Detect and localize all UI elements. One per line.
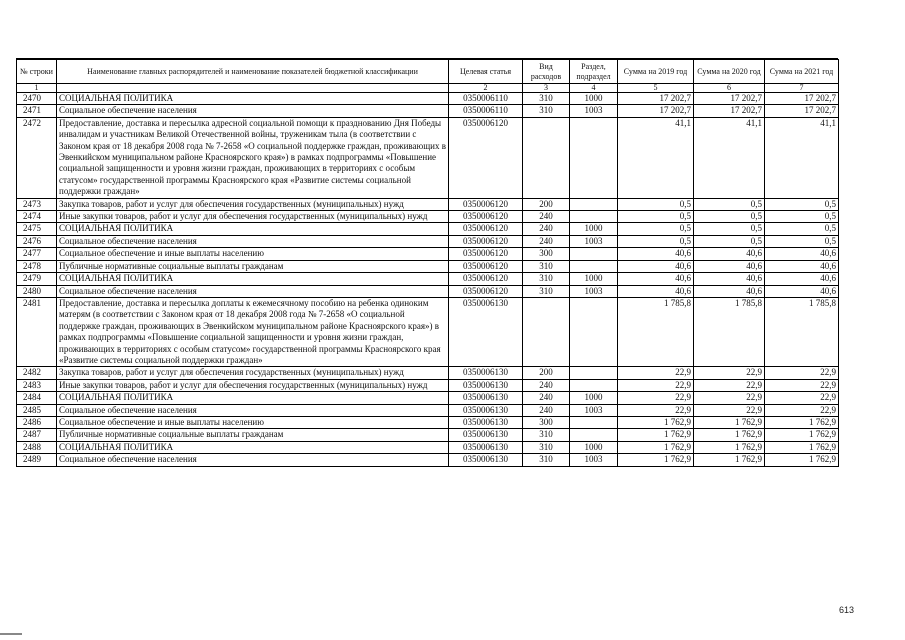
row-name: Социальное обеспечение населения	[57, 454, 449, 466]
row-sum-2020: 22,9	[694, 367, 765, 379]
table-row	[17, 379, 839, 391]
row-name: СОЦИАЛЬНАЯ ПОЛИТИКА	[57, 273, 449, 285]
row-section	[570, 379, 618, 391]
header-row	[17, 60, 839, 84]
row-section: 1003	[570, 285, 618, 297]
row-target-code: 0350006120	[449, 248, 523, 260]
table-row	[17, 223, 839, 235]
row-sum-2019: 17 202,7	[618, 105, 694, 117]
header-target: Целевая статья	[449, 60, 523, 84]
table-body	[17, 93, 839, 467]
row-target-code: 0350006110	[449, 105, 523, 117]
row-number: 2475	[17, 223, 57, 235]
row-expense-type: 310	[523, 260, 570, 272]
row-expense-type: 310	[523, 441, 570, 453]
row-target-code: 0350006130	[449, 416, 523, 428]
row-expense-type: 300	[523, 248, 570, 260]
table-row	[17, 105, 839, 117]
row-number: 2488	[17, 441, 57, 453]
table-row	[17, 441, 839, 453]
header-vr: Вид расходов	[523, 60, 570, 84]
row-name: Социальное обеспечение населения	[57, 105, 449, 117]
row-expense-type: 310	[523, 105, 570, 117]
row-sum-2020: 1 762,9	[694, 441, 765, 453]
row-number: 2482	[17, 367, 57, 379]
row-sum-2019: 22,9	[618, 392, 694, 404]
row-sum-2020: 17 202,7	[694, 93, 765, 105]
table-row	[17, 198, 839, 210]
row-name: Предоставление, доставка и пересылка доплаты к ежемесячному пособию на ребенка одиноким матерям (в соответствии с Законом края от 18 декабря 2008 года № 7-2658 «О социальной поддержке граждан, проживающих в Эвенкийском муниципальном районе Красноярского края») в рамках подпрограммы «Повышение социальной защищенности и уровня жизни граждан, проживающих в территориях с особым статусом» государственной программы Красноярского края «Развитие системы социальной поддержки граждан»	[57, 297, 449, 366]
row-number: 2476	[17, 235, 57, 247]
row-section: 1000	[570, 392, 618, 404]
row-section: 1003	[570, 404, 618, 416]
row-expense-type: 240	[523, 379, 570, 391]
colnum-cell: 3	[523, 84, 570, 93]
table-row	[17, 392, 839, 404]
row-number: 2483	[17, 379, 57, 391]
row-section: 1003	[570, 105, 618, 117]
row-number: 2486	[17, 416, 57, 428]
row-name: Закупка товаров, работ и услуг для обеспечения государственных (муниципальных) нужд	[57, 367, 449, 379]
row-expense-type: 200	[523, 198, 570, 210]
row-sum-2020: 0,5	[694, 211, 765, 223]
row-sum-2019: 1 762,9	[618, 429, 694, 441]
row-number: 2474	[17, 211, 57, 223]
row-sum-2020: 22,9	[694, 379, 765, 391]
scan-mark	[0, 633, 22, 635]
row-name: СОЦИАЛЬНАЯ ПОЛИТИКА	[57, 441, 449, 453]
table-row	[17, 248, 839, 260]
header-s2021: Сумма на 2021 год	[765, 60, 839, 84]
row-target-code: 0350006130	[449, 297, 523, 366]
page-number: 613	[838, 605, 854, 615]
row-sum-2021: 1 762,9	[765, 441, 839, 453]
row-target-code: 0350006110	[449, 93, 523, 105]
row-sum-2019: 22,9	[618, 379, 694, 391]
row-sum-2020: 0,5	[694, 235, 765, 247]
row-name: Иные закупки товаров, работ и услуг для обеспечения государственных (муниципальных) нужд	[57, 211, 449, 223]
row-sum-2019: 0,5	[618, 235, 694, 247]
row-sum-2020: 40,6	[694, 285, 765, 297]
row-number: 2470	[17, 93, 57, 105]
row-sum-2020: 22,9	[694, 392, 765, 404]
row-target-code: 0350006120	[449, 235, 523, 247]
row-sum-2020: 40,6	[694, 273, 765, 285]
row-number: 2480	[17, 285, 57, 297]
row-section: 1003	[570, 454, 618, 466]
row-section	[570, 416, 618, 428]
row-target-code: 0350006120	[449, 211, 523, 223]
row-section	[570, 198, 618, 210]
row-expense-type: 240	[523, 235, 570, 247]
colnum-cell: 1	[17, 84, 57, 93]
row-sum-2021: 1 785,8	[765, 297, 839, 366]
row-number: 2489	[17, 454, 57, 466]
row-expense-type: 310	[523, 273, 570, 285]
colnum-cell: 4	[570, 84, 618, 93]
row-expense-type: 240	[523, 223, 570, 235]
table-row	[17, 454, 839, 466]
row-expense-type	[523, 117, 570, 198]
row-name: Публичные нормативные социальные выплаты гражданам	[57, 260, 449, 272]
row-sum-2021: 17 202,7	[765, 93, 839, 105]
row-name: Социальное обеспечение населения	[57, 404, 449, 416]
row-expense-type	[523, 297, 570, 366]
row-target-code: 0350006130	[449, 392, 523, 404]
row-name: Социальное обеспечение и иные выплаты населению	[57, 416, 449, 428]
row-target-code: 0350006130	[449, 404, 523, 416]
row-section	[570, 248, 618, 260]
row-sum-2019: 41,1	[618, 117, 694, 198]
row-section: 1003	[570, 235, 618, 247]
colnum-cell: 6	[694, 84, 765, 93]
row-target-code: 0350006130	[449, 454, 523, 466]
row-number: 2472	[17, 117, 57, 198]
table-row	[17, 297, 839, 366]
row-sum-2020: 1 762,9	[694, 416, 765, 428]
row-section: 1000	[570, 441, 618, 453]
row-name: Закупка товаров, работ и услуг для обеспечения государственных (муниципальных) нужд	[57, 198, 449, 210]
row-expense-type: 240	[523, 392, 570, 404]
row-sum-2021: 40,6	[765, 248, 839, 260]
row-expense-type: 310	[523, 429, 570, 441]
row-target-code: 0350006120	[449, 273, 523, 285]
row-sum-2019: 40,6	[618, 285, 694, 297]
row-sum-2019: 1 762,9	[618, 454, 694, 466]
row-target-code: 0350006130	[449, 367, 523, 379]
row-name: СОЦИАЛЬНАЯ ПОЛИТИКА	[57, 93, 449, 105]
row-expense-type: 310	[523, 93, 570, 105]
row-name: Иные закупки товаров, работ и услуг для обеспечения государственных (муниципальных) нужд	[57, 379, 449, 391]
row-name: Социальное обеспечение и иные выплаты населению	[57, 248, 449, 260]
row-sum-2019: 1 785,8	[618, 297, 694, 366]
row-sum-2021: 22,9	[765, 379, 839, 391]
row-sum-2021: 0,5	[765, 198, 839, 210]
row-sum-2020: 41,1	[694, 117, 765, 198]
row-sum-2020: 0,5	[694, 198, 765, 210]
row-number: 2481	[17, 297, 57, 366]
row-sum-2019: 22,9	[618, 404, 694, 416]
row-section: 1000	[570, 223, 618, 235]
row-section: 1000	[570, 93, 618, 105]
row-sum-2021: 17 202,7	[765, 105, 839, 117]
row-section	[570, 367, 618, 379]
table-row	[17, 285, 839, 297]
row-target-code: 0350006120	[449, 117, 523, 198]
row-sum-2019: 40,6	[618, 273, 694, 285]
row-number: 2485	[17, 404, 57, 416]
row-sum-2020: 40,6	[694, 248, 765, 260]
row-expense-type: 240	[523, 211, 570, 223]
row-sum-2019: 0,5	[618, 198, 694, 210]
row-sum-2019: 1 762,9	[618, 441, 694, 453]
colnum-cell: 5	[618, 84, 694, 93]
column-number-row	[17, 84, 839, 93]
table-row	[17, 93, 839, 105]
colnum-cell	[57, 84, 449, 93]
row-sum-2020: 22,9	[694, 404, 765, 416]
row-sum-2019: 22,9	[618, 367, 694, 379]
table-row	[17, 367, 839, 379]
budget-table	[16, 59, 839, 467]
table-row	[17, 211, 839, 223]
row-sum-2020: 17 202,7	[694, 105, 765, 117]
row-sum-2021: 22,9	[765, 392, 839, 404]
row-sum-2021: 0,5	[765, 223, 839, 235]
row-sum-2021: 0,5	[765, 211, 839, 223]
table-row	[17, 404, 839, 416]
row-number: 2484	[17, 392, 57, 404]
row-section	[570, 297, 618, 366]
row-expense-type: 310	[523, 285, 570, 297]
row-target-code: 0350006120	[449, 285, 523, 297]
row-target-code: 0350006130	[449, 429, 523, 441]
row-target-code: 0350006120	[449, 260, 523, 272]
row-sum-2020: 1 762,9	[694, 429, 765, 441]
row-number: 2479	[17, 273, 57, 285]
row-target-code: 0350006130	[449, 441, 523, 453]
row-sum-2020: 40,6	[694, 260, 765, 272]
row-expense-type: 300	[523, 416, 570, 428]
row-section	[570, 429, 618, 441]
row-sum-2020: 0,5	[694, 223, 765, 235]
header-name: Наименование главных распорядителей и наименование показателей бюджетной классификации	[57, 60, 449, 84]
header-rz: Раздел, подраздел	[570, 60, 618, 84]
table-row	[17, 273, 839, 285]
row-sum-2021: 1 762,9	[765, 416, 839, 428]
row-name: Социальное обеспечение населения	[57, 285, 449, 297]
colnum-cell: 7	[765, 84, 839, 93]
row-name: СОЦИАЛЬНАЯ ПОЛИТИКА	[57, 223, 449, 235]
row-target-code: 0350006120	[449, 198, 523, 210]
row-sum-2020: 1 785,8	[694, 297, 765, 366]
table-row	[17, 117, 839, 198]
row-target-code: 0350006130	[449, 379, 523, 391]
table-row	[17, 416, 839, 428]
row-sum-2021: 0,5	[765, 235, 839, 247]
row-sum-2019: 40,6	[618, 260, 694, 272]
row-sum-2021: 40,6	[765, 285, 839, 297]
row-sum-2021: 40,6	[765, 260, 839, 272]
row-sum-2020: 1 762,9	[694, 454, 765, 466]
header-s2019: Сумма на 2019 год	[618, 60, 694, 84]
colnum-cell: 2	[449, 84, 523, 93]
row-expense-type: 310	[523, 454, 570, 466]
row-name: СОЦИАЛЬНАЯ ПОЛИТИКА	[57, 392, 449, 404]
row-sum-2019: 0,5	[618, 223, 694, 235]
row-section: 1000	[570, 273, 618, 285]
row-sum-2021: 1 762,9	[765, 454, 839, 466]
row-expense-type: 240	[523, 404, 570, 416]
row-sum-2021: 22,9	[765, 404, 839, 416]
row-sum-2021: 41,1	[765, 117, 839, 198]
row-sum-2019: 40,6	[618, 248, 694, 260]
row-section	[570, 211, 618, 223]
row-target-code: 0350006120	[449, 223, 523, 235]
row-sum-2019: 0,5	[618, 211, 694, 223]
row-number: 2487	[17, 429, 57, 441]
row-sum-2019: 1 762,9	[618, 416, 694, 428]
row-sum-2021: 1 762,9	[765, 429, 839, 441]
table-row	[17, 235, 839, 247]
row-name: Публичные нормативные социальные выплаты гражданам	[57, 429, 449, 441]
row-number: 2471	[17, 105, 57, 117]
row-expense-type: 200	[523, 367, 570, 379]
header-no: № строки	[17, 60, 57, 84]
table-row	[17, 429, 839, 441]
header-s2020: Сумма на 2020 год	[694, 60, 765, 84]
row-number: 2473	[17, 198, 57, 210]
row-sum-2019: 17 202,7	[618, 93, 694, 105]
table-row	[17, 260, 839, 272]
row-name: Предоставление, доставка и пересылка адресной социальной помощи к празднованию Дня Победы инвалидам и участникам Великой Отечественной войны, труженикам тыла (в соответствии с Законом края от 18 декабря 2008 года № 7-2658 «О социальной поддержке граждан, проживающих в Эвенкийском муниципальном районе Красноярского края») в рамках подпрограммы «Повышение социальной защищенности и уровня жизни граждан, проживающих в территориях с особым статусом» государственной программы Красноярского края «Развитие системы социальной поддержки граждан»	[57, 117, 449, 198]
row-number: 2477	[17, 248, 57, 260]
row-name: Социальное обеспечение населения	[57, 235, 449, 247]
row-section	[570, 117, 618, 198]
row-sum-2021: 40,6	[765, 273, 839, 285]
row-section	[570, 260, 618, 272]
row-sum-2021: 22,9	[765, 367, 839, 379]
row-number: 2478	[17, 260, 57, 272]
